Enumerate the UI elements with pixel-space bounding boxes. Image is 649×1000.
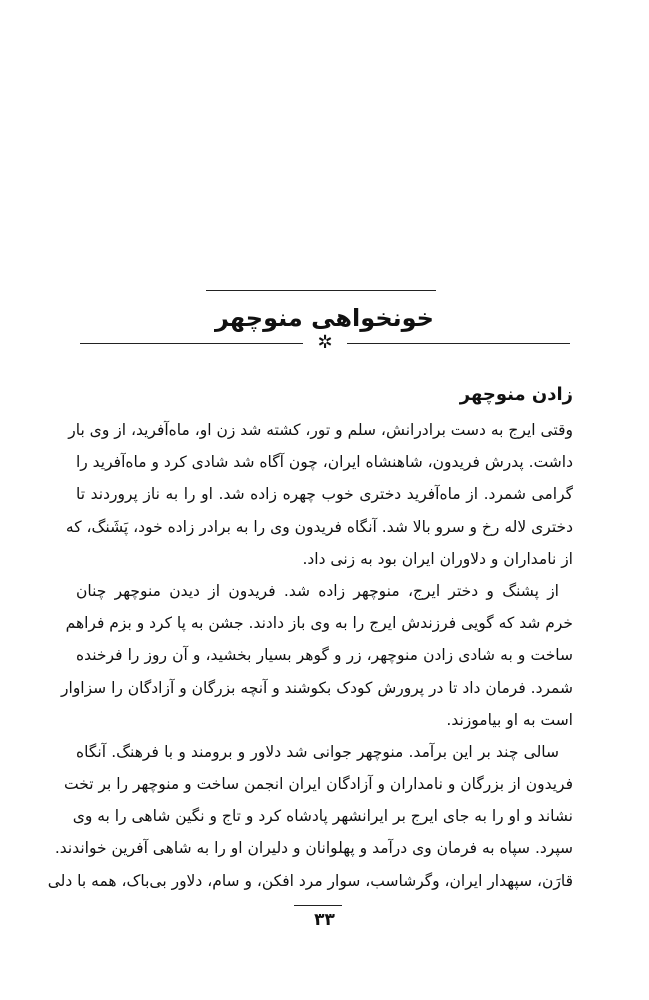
body-text [47, 414, 573, 897]
text-line: شمرد. فرمان داد تا در پرورش کودک بکوشند و آنچه بزرگان و آزادگان را سزاوار [61, 678, 573, 697]
chapter-top-rule [206, 290, 436, 291]
chapter-ornament-divider [80, 332, 570, 353]
text-line: قارَن، سپهدار ایران، وگرشاسب، سوار مرد افکن، و سام، دلاور بی‌باک، همه با دلی [47, 871, 573, 890]
text-line: است به او بیاموزند. [446, 710, 573, 729]
text-line: فریدون از بزرگان و نامداران و آزادگان ایران انجمن ساخت و منوچهر را بر تخت [63, 775, 573, 794]
divider-line-right [347, 343, 570, 344]
asterisk-ornament-icon: ✲ [317, 332, 333, 353]
text-line: سالی چند بر این برآمد. منوچهر جوانی شد دلاور و برومند و با فرهنگ. آنگاه [76, 742, 559, 761]
section-title: زادن منوچهر [459, 384, 573, 405]
text-line: از پشنگ و دختر ایرج، منوچهر زاده شد. فریدون از دیدن منوچهر چنان [76, 581, 559, 600]
text-line: خرم شد که گویی فرزندش ایرج را به وی باز دادند. جشن به پا کرد و بزم فراهم [65, 614, 573, 633]
text-line: داشت. پدرش فریدون، شاهنشاه ایران، چون آگاه شد شادی کرد و ماه‌آفرید را [75, 453, 573, 472]
text-line: وقتی ایرج به دست برادرانش، سلم و تور، کشته شد زن او، ماه‌آفرید، از وی بار [68, 421, 573, 439]
footer-rule [294, 905, 342, 906]
text-line: گرامی شمرد. از ماه‌آفرید دختری خوب چهره زاده شد. او را به ناز پروردند تا [76, 485, 573, 504]
text-line: ساخت و به شادی زادن منوچهر، زر و گوهر بسیار بخشید، و آن روز را فرخنده [76, 646, 573, 665]
page-number: ۳۳ [314, 910, 335, 930]
chapter-title: خونخواهی منوچهر [215, 304, 434, 332]
text-line: دختری لاله رخ و سرو بالا شد. آنگاه فریدون وی را به برادر زاده خود، پَشَنگ، که [65, 517, 573, 536]
divider-line-left [80, 343, 303, 344]
text-line: نشاند و او را به جای ایرج بر ایرانشهر پادشاه کرد و تاج و نگین شاهی را به وی [72, 807, 573, 826]
text-line: سپرد. سپاه به فرمان وی درآمد و پهلوانان و دلیران او را به شاهی آفرین خواندند. [54, 839, 573, 858]
text-line: از نامداران و دلاوران ایران بود به زنی داد. [302, 549, 573, 568]
